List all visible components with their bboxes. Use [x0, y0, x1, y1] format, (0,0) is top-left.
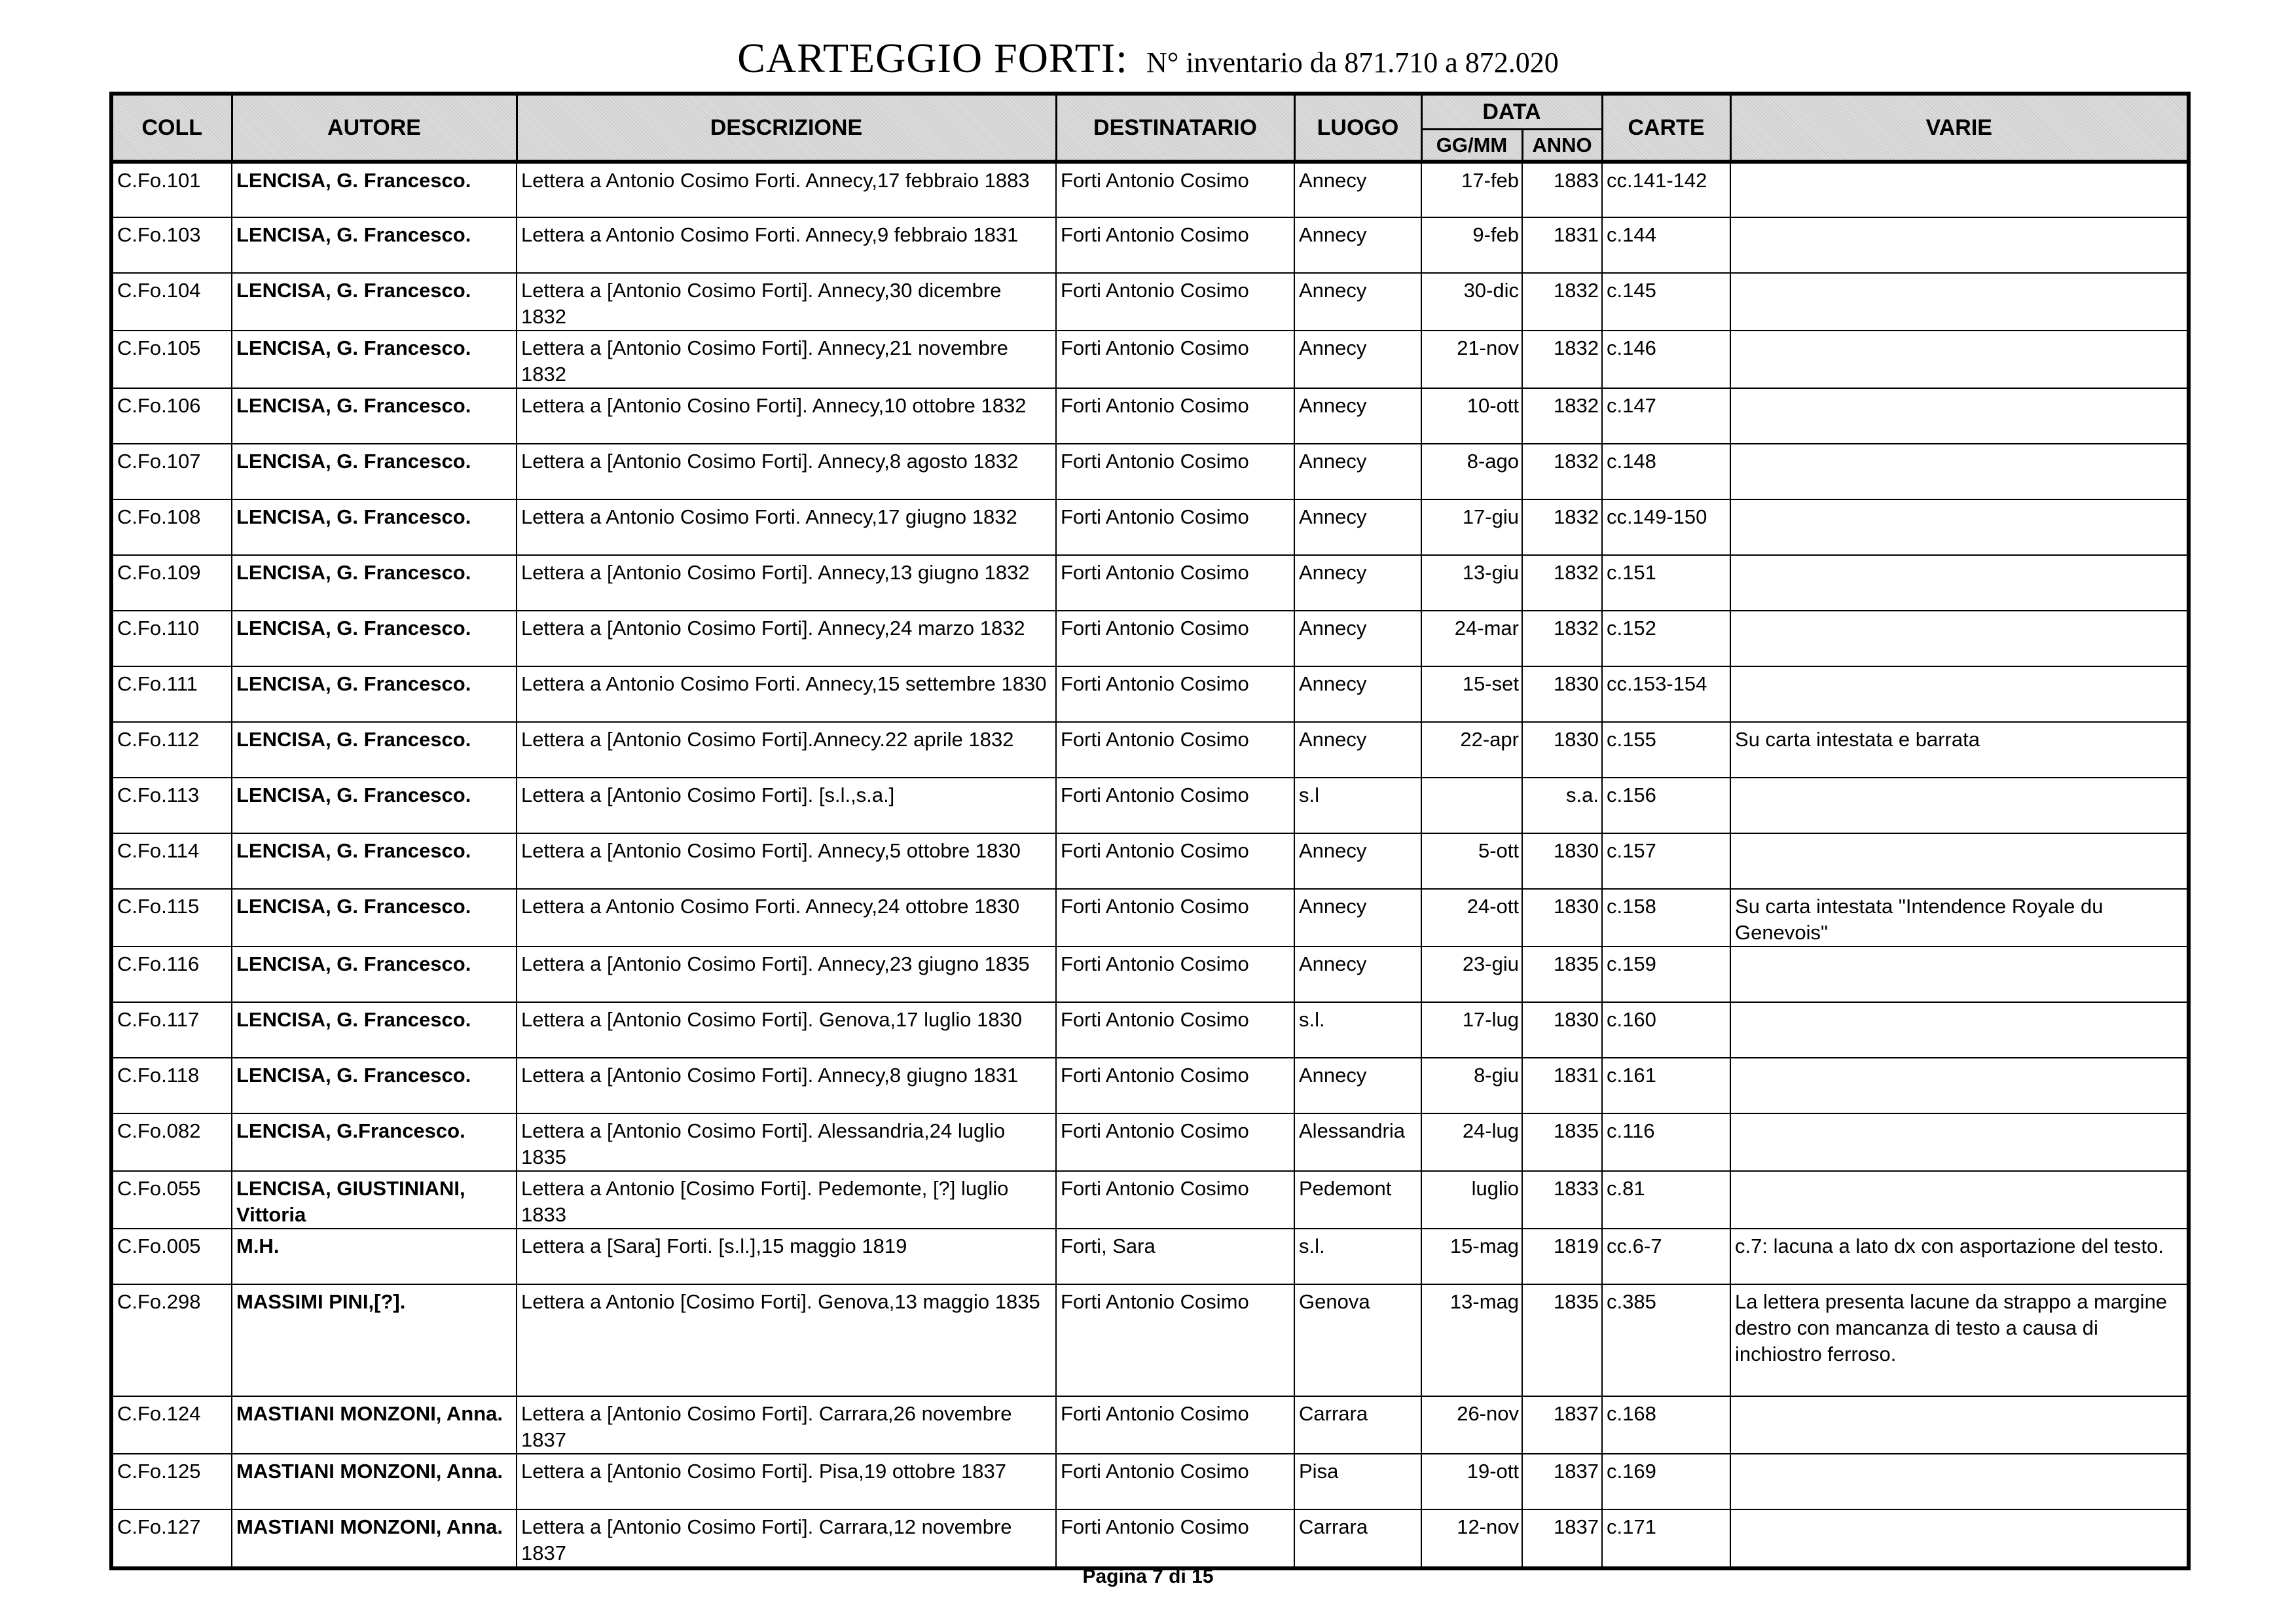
cell-carte: cc.149-150 — [1602, 499, 1730, 555]
cell-anno: 1835 — [1522, 1284, 1602, 1396]
cell-varie — [1730, 217, 2189, 273]
cell-ggmm: 24-ott — [1421, 889, 1522, 947]
cell-varie: Su carta intestata "Intendence Royale du Genevois" — [1730, 889, 2189, 947]
cell-destinatario: Forti Antonio Cosimo — [1056, 722, 1294, 778]
cell-carte: c.147 — [1602, 388, 1730, 444]
cell-coll: C.Fo.115 — [111, 889, 232, 947]
cell-destinatario: Forti Antonio Cosimo — [1056, 162, 1294, 217]
cell-destinatario: Forti Antonio Cosimo — [1056, 1284, 1294, 1396]
cell-anno: 1832 — [1522, 331, 1602, 388]
cell-descrizione: Lettera a [Antonio Cosimo Forti]. Pisa,19 ottobre 1837 — [517, 1454, 1056, 1509]
cell-descrizione: Lettera a Antonio Cosimo Forti. Annecy,24 ottobre 1830 — [517, 889, 1056, 947]
cell-destinatario: Forti Antonio Cosimo — [1056, 1002, 1294, 1058]
table-row — [111, 217, 2189, 273]
cell-autore: LENCISA, G. Francesco. — [232, 778, 517, 833]
header-anno: ANNO — [1522, 130, 1602, 162]
table-row — [111, 1509, 2189, 1568]
page-footer: Pagina 7 di 15 — [1082, 1566, 1214, 1587]
cell-descrizione: Lettera a [Antonio Cosimo Forti]. Annecy,5 ottobre 1830 — [517, 833, 1056, 889]
cell-carte: c.157 — [1602, 833, 1730, 889]
cell-coll: C.Fo.106 — [111, 388, 232, 444]
table-row — [111, 889, 2189, 947]
cell-descrizione: Lettera a [Antonio Cosimo Forti]. Genova,17 luglio 1830 — [517, 1002, 1056, 1058]
cell-luogo: Genova — [1294, 1284, 1421, 1396]
table-row — [111, 947, 2189, 1002]
cell-autore: LENCISA, G. Francesco. — [232, 1002, 517, 1058]
cell-ggmm: 17-giu — [1421, 499, 1522, 555]
cell-varie — [1730, 833, 2189, 889]
cell-carte: c.81 — [1602, 1171, 1730, 1229]
cell-descrizione: Lettera a [Antonio Cosimo Forti].Annecy.22 aprile 1832 — [517, 722, 1056, 778]
cell-ggmm: 26-nov — [1421, 1396, 1522, 1454]
cell-ggmm: 17-feb — [1421, 162, 1522, 217]
cell-autore: LENCISA, G. Francesco. — [232, 273, 517, 331]
cell-ggmm: 10-ott — [1421, 388, 1522, 444]
cell-coll: C.Fo.103 — [111, 217, 232, 273]
cell-descrizione: Lettera a Antonio [Cosimo Forti]. Pedemonte, [?] luglio 1833 — [517, 1171, 1056, 1229]
cell-destinatario: Forti Antonio Cosimo — [1056, 1454, 1294, 1509]
cell-destinatario: Forti Antonio Cosimo — [1056, 217, 1294, 273]
cell-destinatario: Forti Antonio Cosimo — [1056, 499, 1294, 555]
cell-destinatario: Forti Antonio Cosimo — [1056, 833, 1294, 889]
cell-descrizione: Lettera a [Antonio Cosimo Forti]. Annecy,21 novembre 1832 — [517, 331, 1056, 388]
cell-coll: C.Fo.109 — [111, 555, 232, 611]
cell-descrizione: Lettera a [Antonio Cosino Forti]. Annecy,10 ottobre 1832 — [517, 388, 1056, 444]
cell-anno: 1831 — [1522, 217, 1602, 273]
cell-coll: C.Fo.124 — [111, 1396, 232, 1454]
cell-autore: LENCISA, G. Francesco. — [232, 666, 517, 722]
cell-luogo: Pedemont — [1294, 1171, 1421, 1229]
cell-descrizione: Lettera a [Antonio Cosimo Forti]. Annecy,13 giugno 1832 — [517, 555, 1056, 611]
cell-descrizione: Lettera a Antonio [Cosimo Forti]. Genova,13 maggio 1835 — [517, 1284, 1056, 1396]
cell-destinatario: Forti Antonio Cosimo — [1056, 1058, 1294, 1113]
cell-ggmm: 5-ott — [1421, 833, 1522, 889]
table-row — [111, 1396, 2189, 1454]
cell-coll: C.Fo.117 — [111, 1002, 232, 1058]
cell-carte: c.171 — [1602, 1509, 1730, 1568]
cell-ggmm: 15-mag — [1421, 1229, 1522, 1284]
cell-ggmm: 8-giu — [1421, 1058, 1522, 1113]
cell-varie — [1730, 388, 2189, 444]
table-row — [111, 1113, 2189, 1171]
cell-luogo: Annecy — [1294, 273, 1421, 331]
cell-anno: 1832 — [1522, 555, 1602, 611]
cell-carte: c.159 — [1602, 947, 1730, 1002]
cell-autore: MASTIANI MONZONI, Anna. — [232, 1454, 517, 1509]
cell-ggmm: 17-lug — [1421, 1002, 1522, 1058]
cell-ggmm: 8-ago — [1421, 444, 1522, 499]
cell-luogo: Annecy — [1294, 499, 1421, 555]
cell-luogo: Annecy — [1294, 722, 1421, 778]
table-row — [111, 778, 2189, 833]
cell-varie — [1730, 162, 2189, 217]
cell-ggmm: 13-giu — [1421, 555, 1522, 611]
cell-ggmm: 22-apr — [1421, 722, 1522, 778]
cell-varie — [1730, 273, 2189, 331]
table-row — [111, 555, 2189, 611]
table-row — [111, 666, 2189, 722]
table-row — [111, 444, 2189, 499]
cell-autore: LENCISA, G. Francesco. — [232, 162, 517, 217]
cell-coll: C.Fo.105 — [111, 331, 232, 388]
cell-varie — [1730, 611, 2189, 666]
cell-coll: C.Fo.005 — [111, 1229, 232, 1284]
cell-luogo: Annecy — [1294, 217, 1421, 273]
cell-destinatario: Forti Antonio Cosimo — [1056, 331, 1294, 388]
cell-descrizione: Lettera a [Antonio Cosimo Forti]. Annecy,23 giugno 1835 — [517, 947, 1056, 1002]
cell-luogo: Annecy — [1294, 331, 1421, 388]
cell-anno: 1837 — [1522, 1454, 1602, 1509]
cell-ggmm: 12-nov — [1421, 1509, 1522, 1568]
cell-coll: C.Fo.113 — [111, 778, 232, 833]
table-row — [111, 611, 2189, 666]
cell-carte: c.155 — [1602, 722, 1730, 778]
cell-varie — [1730, 1113, 2189, 1171]
cell-autore: LENCISA, G. Francesco. — [232, 833, 517, 889]
cell-varie — [1730, 555, 2189, 611]
cell-luogo: Annecy — [1294, 666, 1421, 722]
cell-luogo: Annecy — [1294, 833, 1421, 889]
cell-luogo: Annecy — [1294, 388, 1421, 444]
cell-anno: 1831 — [1522, 1058, 1602, 1113]
cell-coll: C.Fo.118 — [111, 1058, 232, 1113]
cell-carte: c.168 — [1602, 1396, 1730, 1454]
cell-varie — [1730, 1396, 2189, 1454]
cell-ggmm: 30-dic — [1421, 273, 1522, 331]
title-main: CARTEGGIO FORTI: — [737, 35, 1128, 81]
cell-ggmm: 19-ott — [1421, 1454, 1522, 1509]
cell-anno: 1830 — [1522, 666, 1602, 722]
cell-destinatario: Forti Antonio Cosimo — [1056, 889, 1294, 947]
cell-anno: 1832 — [1522, 611, 1602, 666]
cell-anno: 1832 — [1522, 444, 1602, 499]
cell-varie — [1730, 947, 2189, 1002]
cell-varie: Su carta intestata e barrata — [1730, 722, 2189, 778]
cell-anno: 1819 — [1522, 1229, 1602, 1284]
table-row — [111, 499, 2189, 555]
cell-autore: LENCISA, G. Francesco. — [232, 331, 517, 388]
table-row — [111, 273, 2189, 331]
cell-autore: LENCISA, G. Francesco. — [232, 611, 517, 666]
cell-anno: 1832 — [1522, 388, 1602, 444]
cell-carte: c.169 — [1602, 1454, 1730, 1509]
cell-anno: 1835 — [1522, 947, 1602, 1002]
cell-carte: c.116 — [1602, 1113, 1730, 1171]
table-body — [111, 162, 2189, 1568]
cell-descrizione: Lettera a Antonio Cosimo Forti. Annecy,15 settembre 1830 — [517, 666, 1056, 722]
cell-carte: cc.6-7 — [1602, 1229, 1730, 1284]
page-title — [0, 34, 2296, 82]
cell-autore: LENCISA, G. Francesco. — [232, 722, 517, 778]
cell-autore: LENCISA, G. Francesco. — [232, 1058, 517, 1113]
table-row — [111, 1002, 2189, 1058]
cell-anno: 1832 — [1522, 499, 1602, 555]
cell-descrizione: Lettera a [Antonio Cosimo Forti]. Carrara,12 novembre 1837 — [517, 1509, 1056, 1568]
cell-destinatario: Forti Antonio Cosimo — [1056, 778, 1294, 833]
cell-ggmm: 21-nov — [1421, 331, 1522, 388]
cell-anno: 1835 — [1522, 1113, 1602, 1171]
cell-varie: c.7: lacuna a lato dx con asportazione del testo. — [1730, 1229, 2189, 1284]
table-row — [111, 1229, 2189, 1284]
cell-luogo: Carrara — [1294, 1509, 1421, 1568]
table-row — [111, 1454, 2189, 1509]
cell-descrizione: Lettera a [Antonio Cosimo Forti]. [s.l.,s.a.] — [517, 778, 1056, 833]
cell-coll: C.Fo.082 — [111, 1113, 232, 1171]
cell-destinatario: Forti Antonio Cosimo — [1056, 947, 1294, 1002]
title-subtitle: N° inventario da 871.710 a 872.020 — [1146, 46, 1559, 79]
table-row — [111, 833, 2189, 889]
header-carte: CARTE — [1602, 94, 1730, 162]
cell-anno: 1837 — [1522, 1396, 1602, 1454]
cell-varie — [1730, 499, 2189, 555]
cell-descrizione: Lettera a Antonio Cosimo Forti. Annecy,17 giugno 1832 — [517, 499, 1056, 555]
table-row — [111, 1171, 2189, 1229]
table-row — [111, 162, 2189, 217]
cell-destinatario: Forti Antonio Cosimo — [1056, 611, 1294, 666]
cell-descrizione: Lettera a Antonio Cosimo Forti. Annecy,17 febbraio 1883 — [517, 162, 1056, 217]
cell-varie — [1730, 1509, 2189, 1568]
cell-anno: 1883 — [1522, 162, 1602, 217]
cell-autore: LENCISA, G. Francesco. — [232, 388, 517, 444]
table-row — [111, 1284, 2189, 1396]
cell-destinatario: Forti Antonio Cosimo — [1056, 1113, 1294, 1171]
cell-varie — [1730, 666, 2189, 722]
table-row — [111, 331, 2189, 388]
cell-ggmm: 9-feb — [1421, 217, 1522, 273]
cell-descrizione: Lettera a [Antonio Cosimo Forti]. Annecy,24 marzo 1832 — [517, 611, 1056, 666]
cell-autore: LENCISA, G. Francesco. — [232, 444, 517, 499]
cell-luogo: Annecy — [1294, 1058, 1421, 1113]
cell-carte: c.156 — [1602, 778, 1730, 833]
cell-destinatario: Forti Antonio Cosimo — [1056, 1171, 1294, 1229]
cell-carte: cc.153-154 — [1602, 666, 1730, 722]
cell-carte: c.148 — [1602, 444, 1730, 499]
cell-coll: C.Fo.111 — [111, 666, 232, 722]
cell-destinatario: Forti Antonio Cosimo — [1056, 666, 1294, 722]
cell-ggmm: 15-set — [1421, 666, 1522, 722]
cell-coll: C.Fo.108 — [111, 499, 232, 555]
cell-luogo: s.l — [1294, 778, 1421, 833]
header-autore: AUTORE — [232, 94, 517, 162]
cell-varie — [1730, 1454, 2189, 1509]
cell-luogo: s.l. — [1294, 1229, 1421, 1284]
cell-autore: LENCISA, G. Francesco. — [232, 499, 517, 555]
header-luogo: LUOGO — [1294, 94, 1421, 162]
cell-luogo: Annecy — [1294, 611, 1421, 666]
cell-carte: c.151 — [1602, 555, 1730, 611]
cell-anno: 1830 — [1522, 1002, 1602, 1058]
cell-destinatario: Forti Antonio Cosimo — [1056, 1509, 1294, 1568]
cell-ggmm: 23-giu — [1421, 947, 1522, 1002]
cell-anno: 1833 — [1522, 1171, 1602, 1229]
cell-destinatario: Forti Antonio Cosimo — [1056, 273, 1294, 331]
cell-carte: c.145 — [1602, 273, 1730, 331]
cell-coll: C.Fo.101 — [111, 162, 232, 217]
cell-coll: C.Fo.104 — [111, 273, 232, 331]
cell-varie — [1730, 444, 2189, 499]
cell-descrizione: Lettera a Antonio Cosimo Forti. Annecy,9 febbraio 1831 — [517, 217, 1056, 273]
cell-descrizione: Lettera a [Antonio Cosimo Forti]. Alessandria,24 luglio 1835 — [517, 1113, 1056, 1171]
cell-descrizione: Lettera a [Antonio Cosimo Forti]. Carrara,26 novembre 1837 — [517, 1396, 1056, 1454]
cell-ggmm: 13-mag — [1421, 1284, 1522, 1396]
cell-varie — [1730, 1058, 2189, 1113]
cell-autore: M.H. — [232, 1229, 517, 1284]
header-descrizione: DESCRIZIONE — [517, 94, 1056, 162]
table-row — [111, 1058, 2189, 1113]
cell-coll: C.Fo.112 — [111, 722, 232, 778]
cell-luogo: Annecy — [1294, 162, 1421, 217]
cell-carte: c.385 — [1602, 1284, 1730, 1396]
cell-carte: c.146 — [1602, 331, 1730, 388]
cell-coll: C.Fo.127 — [111, 1509, 232, 1568]
inventory-table — [109, 92, 2191, 1570]
table-row — [111, 722, 2189, 778]
cell-descrizione: Lettera a [Antonio Cosimo Forti]. Annecy,30 dicembre 1832 — [517, 273, 1056, 331]
cell-luogo: Annecy — [1294, 444, 1421, 499]
cell-coll: C.Fo.055 — [111, 1171, 232, 1229]
cell-varie — [1730, 1171, 2189, 1229]
cell-carte: c.152 — [1602, 611, 1730, 666]
cell-autore: MASTIANI MONZONI, Anna. — [232, 1396, 517, 1454]
cell-descrizione: Lettera a [Antonio Cosimo Forti]. Annecy,8 giugno 1831 — [517, 1058, 1056, 1113]
cell-anno: 1837 — [1522, 1509, 1602, 1568]
cell-descrizione: Lettera a [Sara] Forti. [s.l.],15 maggio 1819 — [517, 1229, 1056, 1284]
cell-luogo: Pisa — [1294, 1454, 1421, 1509]
cell-carte: c.144 — [1602, 217, 1730, 273]
cell-autore: LENCISA, G.Francesco. — [232, 1113, 517, 1171]
cell-coll: C.Fo.116 — [111, 947, 232, 1002]
cell-ggmm: luglio — [1421, 1171, 1522, 1229]
cell-ggmm: 24-mar — [1421, 611, 1522, 666]
header-ggmm: GG/MM — [1421, 130, 1522, 162]
cell-carte: c.161 — [1602, 1058, 1730, 1113]
cell-destinatario: Forti Antonio Cosimo — [1056, 555, 1294, 611]
cell-varie: La lettera presenta lacune da strappo a margine destro con mancanza di testo a causa di inchiostro ferroso. — [1730, 1284, 2189, 1396]
cell-ggmm — [1421, 778, 1522, 833]
cell-anno: 1830 — [1522, 833, 1602, 889]
cell-luogo: Alessandria — [1294, 1113, 1421, 1171]
cell-luogo: s.l. — [1294, 1002, 1421, 1058]
cell-autore: MASSIMI PINI,[?]. — [232, 1284, 517, 1396]
cell-varie — [1730, 778, 2189, 833]
cell-ggmm: 24-lug — [1421, 1113, 1522, 1171]
cell-luogo: Annecy — [1294, 947, 1421, 1002]
cell-descrizione: Lettera a [Antonio Cosimo Forti]. Annecy,8 agosto 1832 — [517, 444, 1056, 499]
cell-destinatario: Forti, Sara — [1056, 1229, 1294, 1284]
cell-carte: cc.141-142 — [1602, 162, 1730, 217]
cell-destinatario: Forti Antonio Cosimo — [1056, 388, 1294, 444]
cell-autore: LENCISA, G. Francesco. — [232, 947, 517, 1002]
cell-autore: LENCISA, G. Francesco. — [232, 555, 517, 611]
table-row — [111, 388, 2189, 444]
cell-anno: 1830 — [1522, 889, 1602, 947]
cell-coll: C.Fo.110 — [111, 611, 232, 666]
cell-coll: C.Fo.107 — [111, 444, 232, 499]
cell-anno: 1832 — [1522, 273, 1602, 331]
cell-autore: LENCISA, GIUSTINIANI, Vittoria — [232, 1171, 517, 1229]
cell-anno: 1830 — [1522, 722, 1602, 778]
cell-autore: LENCISA, G. Francesco. — [232, 217, 517, 273]
cell-coll: C.Fo.125 — [111, 1454, 232, 1509]
cell-autore: MASTIANI MONZONI, Anna. — [232, 1509, 517, 1568]
cell-destinatario: Forti Antonio Cosimo — [1056, 444, 1294, 499]
header-varie: VARIE — [1730, 94, 2189, 162]
cell-luogo: Annecy — [1294, 889, 1421, 947]
cell-varie — [1730, 331, 2189, 388]
cell-coll: C.Fo.298 — [111, 1284, 232, 1396]
cell-luogo: Carrara — [1294, 1396, 1421, 1454]
header-data: DATA — [1421, 94, 1602, 130]
cell-carte: c.160 — [1602, 1002, 1730, 1058]
cell-coll: C.Fo.114 — [111, 833, 232, 889]
cell-carte: c.158 — [1602, 889, 1730, 947]
cell-anno: s.a. — [1522, 778, 1602, 833]
header-destinatario: DESTINATARIO — [1056, 94, 1294, 162]
cell-destinatario: Forti Antonio Cosimo — [1056, 1396, 1294, 1454]
cell-varie — [1730, 1002, 2189, 1058]
cell-luogo: Annecy — [1294, 555, 1421, 611]
cell-autore: LENCISA, G. Francesco. — [232, 889, 517, 947]
header-coll: COLL — [111, 94, 232, 162]
